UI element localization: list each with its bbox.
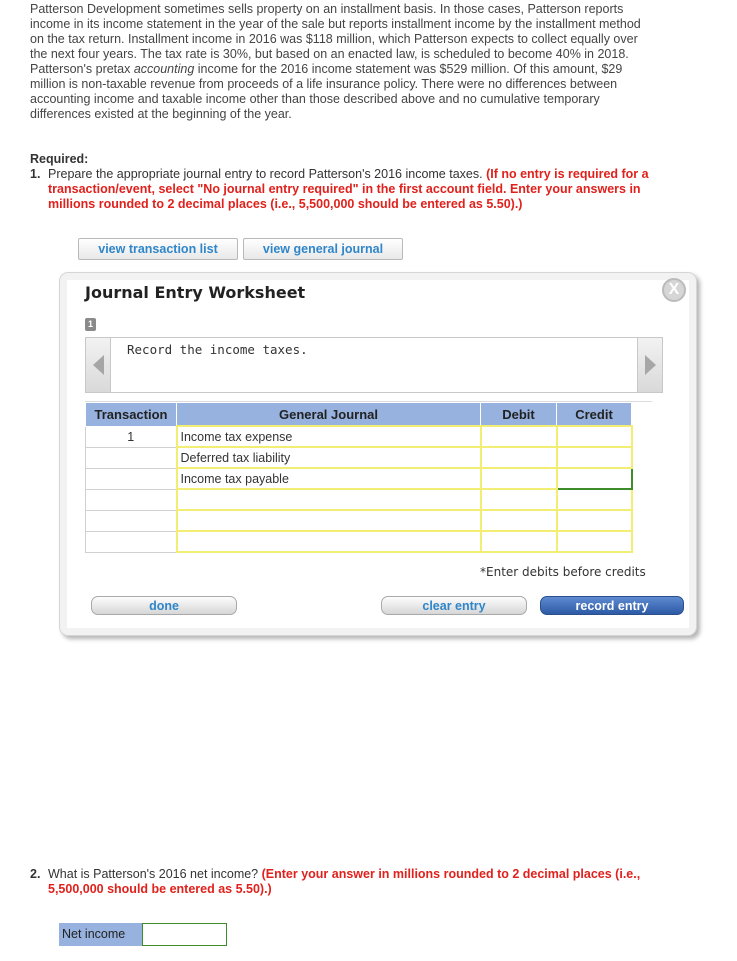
transaction-cell bbox=[86, 531, 177, 552]
intro-paragraph-2 bbox=[30, 62, 650, 122]
debit-field[interactable] bbox=[481, 468, 557, 489]
problem-description bbox=[30, 2, 650, 122]
credit-field[interactable] bbox=[557, 468, 632, 489]
clear-entry-button[interactable]: clear entry bbox=[381, 596, 527, 615]
record-entry-button[interactable]: record entry bbox=[540, 596, 684, 615]
question-1-prompt: Prepare the appropriate journal entry to record Patterson's 2016 income taxes. bbox=[48, 167, 487, 181]
required-section bbox=[30, 152, 670, 212]
journal-row bbox=[86, 489, 632, 510]
credit-field[interactable] bbox=[557, 531, 632, 552]
question-2-number: 2. bbox=[30, 867, 41, 881]
step-indicator[interactable]: 1 bbox=[85, 318, 96, 331]
journal-row bbox=[86, 510, 632, 531]
header-general-journal: General Journal bbox=[177, 403, 481, 427]
credit-field[interactable] bbox=[557, 489, 632, 510]
intro-paragraph-1: Patterson Development sometimes sells property on an installment basis. In those cases, Patterson reports income in its income statement in the year of the sale but reports installment income by the installment method on the tax return. Installment income in 2016 was $118 million, which Patterson expects to collect equally over the next four years. The tax rate is 30%, but based on an enacted law, is scheduled to become 40% in 2018. bbox=[30, 2, 641, 61]
chevron-right-icon bbox=[645, 355, 656, 375]
credit-field[interactable] bbox=[557, 510, 632, 531]
debit-field[interactable] bbox=[481, 531, 557, 552]
account-field[interactable]: Income tax expense bbox=[177, 426, 481, 447]
net-income-input[interactable] bbox=[142, 923, 227, 946]
debit-field[interactable] bbox=[481, 426, 557, 447]
intro-p2-start: Patterson's pretax bbox=[30, 62, 134, 76]
journal-entry-worksheet-panel bbox=[59, 272, 697, 636]
transaction-cell bbox=[86, 468, 177, 489]
journal-row bbox=[86, 531, 632, 552]
intro-p2-end: income for the 2016 income statement was $529 million. Of this amount, $29 million is non-taxable revenue from proceeds of a life insurance policy. There were no differences between accounting income and taxable income other than those described above and no cumulative temporary differences existed at the beginning of the year. bbox=[30, 62, 623, 121]
question-1-text bbox=[48, 167, 670, 212]
question-2-row bbox=[30, 867, 670, 897]
journal-row bbox=[86, 468, 632, 489]
transaction-cell bbox=[86, 489, 177, 510]
journal-table-header bbox=[86, 403, 632, 427]
question-1-number: 1. bbox=[30, 167, 41, 181]
question-1 bbox=[30, 167, 670, 212]
account-field[interactable] bbox=[177, 531, 481, 552]
previous-step-button[interactable] bbox=[85, 337, 111, 393]
debit-field[interactable] bbox=[481, 489, 557, 510]
debit-field[interactable] bbox=[481, 510, 557, 531]
transaction-cell bbox=[86, 447, 177, 468]
view-transaction-list-button[interactable]: view transaction list bbox=[78, 238, 238, 260]
transaction-cell: 1 bbox=[86, 426, 177, 447]
transaction-cell bbox=[86, 510, 177, 531]
question-2-instruction: (Enter your answer in millions rounded to 2 decimal places (i.e., 5,500,000 should be entered as 5.50).) bbox=[48, 867, 641, 896]
net-income-label: Net income bbox=[59, 923, 142, 946]
question-2-text bbox=[48, 867, 670, 897]
debit-field[interactable] bbox=[481, 447, 557, 468]
question-2-prompt: What is Patterson's 2016 net income? bbox=[48, 867, 262, 881]
done-button[interactable]: done bbox=[91, 596, 237, 615]
chevron-left-icon bbox=[93, 355, 104, 375]
question-1-instruction: (If no entry is required for a transaction/event, select "No journal entry required" in the first account field. Enter your answers in millions rounded to 2 decimal places (i.e., 5,500,000 should be entered as 5.50).) bbox=[48, 167, 649, 211]
account-field[interactable] bbox=[177, 510, 481, 531]
step-description: Record the income taxes. bbox=[127, 342, 308, 357]
journal-row bbox=[86, 426, 632, 447]
account-field[interactable]: Income tax payable bbox=[177, 468, 481, 489]
question-2 bbox=[30, 867, 670, 897]
next-step-button[interactable] bbox=[637, 337, 663, 393]
journal-row bbox=[86, 447, 632, 468]
header-debit: Debit bbox=[481, 403, 557, 427]
required-label: Required: bbox=[30, 152, 89, 166]
intro-p2-emphasis: accounting bbox=[133, 62, 195, 76]
account-field[interactable] bbox=[177, 489, 481, 510]
credit-field[interactable] bbox=[557, 426, 632, 447]
credit-field[interactable] bbox=[557, 447, 632, 468]
close-icon[interactable]: X bbox=[662, 278, 686, 302]
debits-before-credits-note: *Enter debits before credits bbox=[480, 565, 646, 579]
step-carousel bbox=[85, 337, 662, 393]
account-field[interactable]: Deferred tax liability bbox=[177, 447, 481, 468]
view-general-journal-button[interactable]: view general journal bbox=[243, 238, 403, 260]
journal-table bbox=[85, 402, 633, 553]
worksheet-title: Journal Entry Worksheet bbox=[85, 283, 306, 302]
header-credit: Credit bbox=[557, 403, 632, 427]
header-transaction: Transaction bbox=[86, 403, 177, 427]
